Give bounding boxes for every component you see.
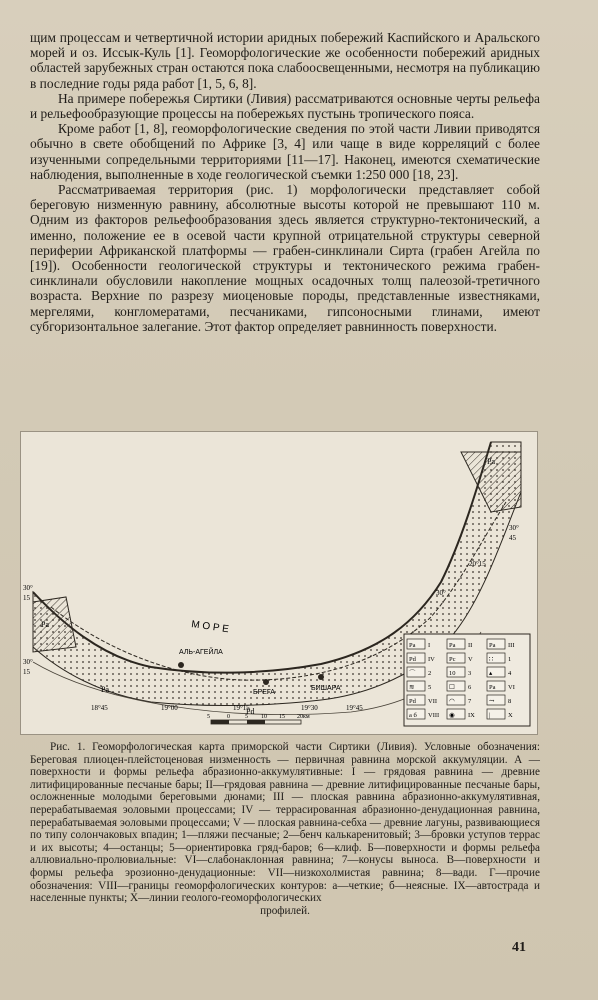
meridian-label: 19°15	[233, 704, 250, 712]
geomorphological-map	[20, 431, 538, 735]
legend-code: 4	[508, 670, 512, 677]
scale-tick: 5	[207, 714, 210, 720]
scale-tick: 5	[245, 714, 248, 720]
legend-code: 7	[468, 698, 472, 705]
legend-code: VII	[428, 698, 438, 705]
legend-symbol: ☐	[449, 684, 455, 691]
map-legend	[404, 634, 530, 726]
legend-symbol: a б	[409, 712, 417, 719]
legend-symbol: ◉	[449, 712, 455, 719]
meridian-label: 19°45	[346, 704, 363, 712]
legend-code: VIII	[428, 712, 440, 719]
scale-tick: 20км	[297, 714, 310, 720]
scale-tick: 10	[261, 714, 267, 720]
legend-symbol: 10	[449, 670, 456, 677]
parallel-label: 30°	[436, 589, 446, 597]
parallel-label: 30°	[23, 658, 33, 666]
paragraph-1: щим процессам и четвертичной истории аридных побережий Каспийского и Аральского морей и оз. Иссык-Куль [1]. Геоморфологические же особенности побережий аридных областей зарубежных стран остаются пока слабоосвещенными, несмотря на публикацию в последние годы ряда работ [1, 5, 6, 8].	[30, 30, 540, 91]
parallel-label: 15	[23, 594, 30, 602]
legend-code: I	[428, 642, 431, 649]
legend-code: X	[508, 712, 513, 719]
legend-symbol: ⤳	[489, 698, 495, 705]
legend-code: 2	[428, 670, 432, 677]
legend-code: 6	[468, 684, 472, 691]
legend-code: 5	[428, 684, 432, 691]
legend-code: II	[468, 642, 473, 649]
meridian-label: 18°45	[91, 704, 108, 712]
legend-code: IX	[468, 712, 475, 719]
legend-symbol: ∷	[489, 656, 494, 663]
parallel-label: 30°	[509, 524, 519, 532]
legend-symbol: ▴	[489, 670, 493, 677]
legend-code: V	[468, 656, 473, 663]
figure-caption	[30, 741, 540, 917]
meridian-label: 19°30	[301, 704, 318, 712]
parallel-label: 20°15	[469, 560, 486, 568]
legend-symbol: Pc	[449, 656, 456, 663]
scale-tick: 15	[279, 714, 285, 720]
place-label: БИШАРА	[311, 685, 341, 692]
sea-label: М О Р Е	[190, 619, 230, 636]
paragraph-4: Рассматриваемая территория (рис. 1) морфологически представляет собой береговую низменную равнину, абсолютные высоты которой не превышают 110 м. Одним из факторов рельефообразования здесь является структурно-тектонический, а именно, положение ее в осевой части крупной отрицательной структуры северной периферии Африканской платформы — грабен-синклинали Сирта (грабен Агейла по [19]). Особенности геологической структуры и тектонического режима грабен-синклинали обусловили накопление мощных осадочных толщ палеозой-третичного возраста. Верхние по разрезу миоценовые породы, представленные известняками, мергелями, конгломератами, песчаниками, гипсоносными глинами, имеют субгоризонтальное залегание. Этот фактор определяет равнинность поверхности.	[30, 182, 540, 334]
page-number: 41	[512, 940, 526, 955]
parallel-label: 15	[23, 668, 30, 676]
place-label: АЛЬ-АГЕЙЛА	[179, 649, 223, 656]
legend-code: IV	[428, 656, 435, 663]
legend-symbol: Pd	[409, 698, 416, 705]
scale-tick: 0	[227, 714, 230, 720]
caption-tail: профилей.	[260, 904, 310, 917]
legend-code: 3	[468, 670, 472, 677]
legend-symbol: Pa	[449, 642, 456, 649]
zone-label: Pa	[101, 685, 109, 694]
settlement-brega	[263, 679, 269, 685]
parallel-label: 45	[509, 534, 516, 542]
legend-code: 8	[508, 698, 512, 705]
settlement-bishara	[318, 674, 324, 680]
legend-symbol: Pa	[489, 642, 496, 649]
zone-label: Pa	[41, 620, 49, 629]
settlement-al-ageila	[178, 662, 184, 668]
zone-label: Pd	[246, 707, 255, 716]
paragraph-3: Кроме работ [1, 8], геоморфологические сведения по этой части Ливии приводятся обычно в свете обобщений по Африке [3, 4] или чаще в виде корреляций с более изученными сопредельными территориями [11—17]. Наконец, имеются схематические наблюдения, выполненные в ходе геологической съемки 1:250 000 [18, 23].	[30, 121, 540, 182]
legend-symbol: ◠	[449, 698, 455, 705]
legend-symbol: |	[489, 712, 491, 719]
legend-code: 1	[508, 656, 512, 663]
legend-symbol: Pd	[409, 656, 416, 663]
legend-code: III	[508, 642, 515, 649]
legend-symbol: Pa	[489, 684, 496, 691]
legend-symbol: Pa	[409, 642, 416, 649]
legend-symbol: ≋	[409, 684, 415, 691]
legend-code: VI	[508, 684, 515, 691]
map-svg	[21, 432, 537, 734]
place-label: БРЕГА	[253, 689, 275, 696]
zone-label: Pa	[487, 457, 495, 466]
paragraph-2: На примере побережья Сиртики (Ливия) рассматриваются основные черты рельефа и рельефообразующие процессы на побережьях пустынь тропического пояса.	[30, 90, 540, 122]
meridian-label: 19°00	[161, 704, 178, 712]
legend-symbol: ⌒	[409, 670, 416, 677]
parallel-label: 30°	[23, 584, 33, 592]
body-text	[30, 30, 540, 334]
caption-text: Рис. 1. Геоморфологическая карта приморской части Сиртики (Ливия). Условные обозначения: Береговая плиоцен-плейстоценовая низменность — первичная равнина морской аккумуляции. А — поверхности и формы рельефа абразионно-аккумулятивные: I — грядовая равнина — древние литифицированные песчаные бары; II—грядовая равнина — древние литифицированные песчаные бары, осложненные молодыми береговыми дюнами; III — плоская равнина абразионно-аккумулятивная, перерабатываемая эоловыми процессами; IV — террасированная абразионно-денудационная равнина, перерабатываемая эоловыми процессами; V — плоская равнина-себха — древние лагуны, развивающиеся по типу солончаковых впадин; 1—пляжи песчаные; 2—бенч калькаренитовый; 3—бровки уступов террас и их высоты; 4—останцы; 5—ориентировка гряд-баров; 6—клиф. Б—поверхности и формы рельефа аллювиально-пролювиальные: VI—слабонаклонная равнина; 7—конусы выноса. В—поверхности и формы рельефа эрозионно-денудационные: VII—низкохолмистая равнина; 8—вади. Г—прочие обозначения: VIII—границы геоморфологических контуров: а—четкие; б—неясные. IX—автострада и населенные пункты; X—линии геолого-геоморфологических	[30, 741, 540, 905]
